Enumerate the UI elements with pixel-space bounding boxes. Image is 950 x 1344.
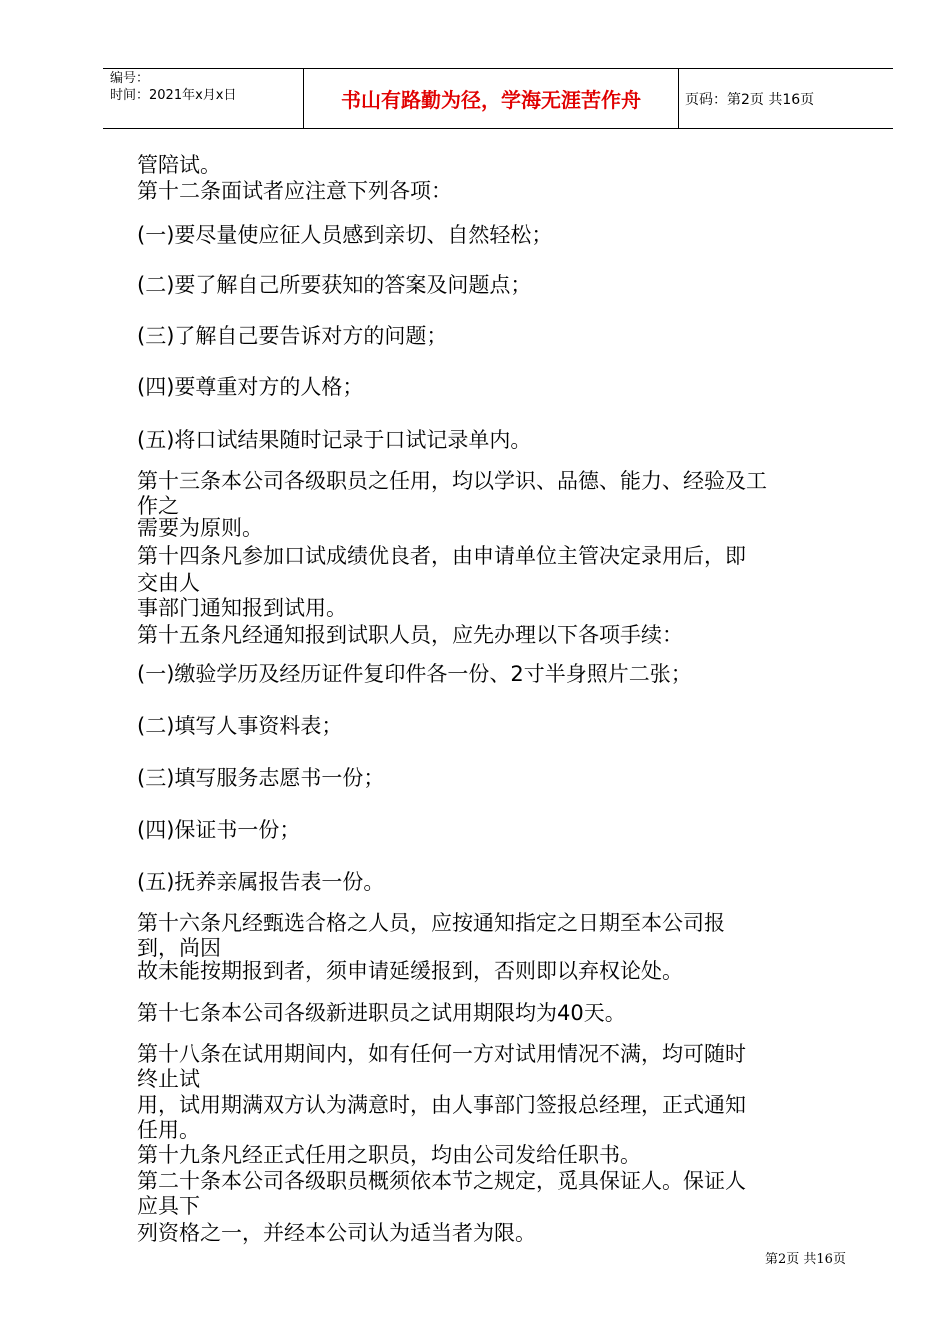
body-line: (二)要了解自己所要获知的答案及问题点； bbox=[137, 273, 532, 297]
body-line: 第十九条凡经正式任用之职员，均由公司发给任职书。 bbox=[137, 1143, 641, 1167]
body-line: 第二十条本公司各级职员概须依本节之规定，觅具保证人。保证人 bbox=[137, 1169, 746, 1193]
body-line: 第十八条在试用期间内，如有任何一方对试用情况不满，均可随时 bbox=[137, 1042, 746, 1066]
body-line: 交由人 bbox=[137, 571, 200, 595]
body-line: 管陪试。 bbox=[137, 153, 221, 177]
header-divider-right bbox=[678, 68, 679, 129]
body-line: 故未能按期报到者，须申请延缓报到，否则即以弃权论处。 bbox=[137, 959, 683, 983]
body-line: 事部门通知报到试用。 bbox=[137, 596, 347, 620]
body-line: (五)抚养亲属报告表一份。 bbox=[137, 870, 385, 894]
body-line: 作之 bbox=[137, 494, 179, 518]
body-line: (一)要尽量使应征人员感到亲切、自然轻松； bbox=[137, 223, 553, 247]
body-line: 第十二条面试者应注意下列各项： bbox=[137, 179, 452, 203]
body-line: 第十五条凡经通知报到试职人员，应先办理以下各项手续： bbox=[137, 623, 683, 647]
header-motto: 书山有路勤为径，学海无涯苦作舟 bbox=[341, 88, 641, 112]
document-time: 时间：2021年x月x日 bbox=[110, 88, 237, 103]
body-line: 到，尚因 bbox=[137, 936, 221, 960]
body-line: 列资格之一，并经本公司认为适当者为限。 bbox=[137, 1221, 536, 1245]
body-line: (四)要尊重对方的人格； bbox=[137, 375, 364, 399]
document-number: 编号： bbox=[110, 71, 150, 86]
body-line: (三)了解自己要告诉对方的问题； bbox=[137, 324, 448, 348]
body-line: (三)填写服务志愿书一份； bbox=[137, 766, 385, 790]
body-line: (一)缴验学历及经历证件复印件各一份、2寸半身照片二张； bbox=[137, 662, 692, 686]
body-line: 任用。 bbox=[137, 1118, 200, 1142]
body-line: 第十四条凡参加口试成绩优良者，由申请单位主管决定录用后，即 bbox=[137, 544, 746, 568]
body-line: 用，试用期满双方认为满意时，由人事部门签报总经理，正式通知 bbox=[137, 1093, 746, 1117]
body-line: (二)填写人事资料表； bbox=[137, 714, 343, 738]
footer-page-info: 第2页 共16页 bbox=[765, 1252, 846, 1267]
body-line: (五)将口试结果随时记录于口试记录单内。 bbox=[137, 428, 532, 452]
body-line: 应具下 bbox=[137, 1194, 200, 1218]
body-line: 终止试 bbox=[137, 1067, 200, 1091]
body-line: 需要为原则。 bbox=[137, 516, 263, 540]
body-line: 第十六条凡经甄选合格之人员，应按通知指定之日期至本公司报 bbox=[137, 911, 725, 935]
body-line: (四)保证书一份； bbox=[137, 818, 301, 842]
body-line: 第十七条本公司各级新进职员之试用期限均为40天。 bbox=[137, 1001, 626, 1025]
header-meta bbox=[110, 70, 236, 104]
header-page-info: 页码：第2页 共16页 bbox=[685, 91, 815, 108]
body-line: 第十三条本公司各级职员之任用，均以学识、品德、能力、经验及工 bbox=[137, 469, 767, 493]
